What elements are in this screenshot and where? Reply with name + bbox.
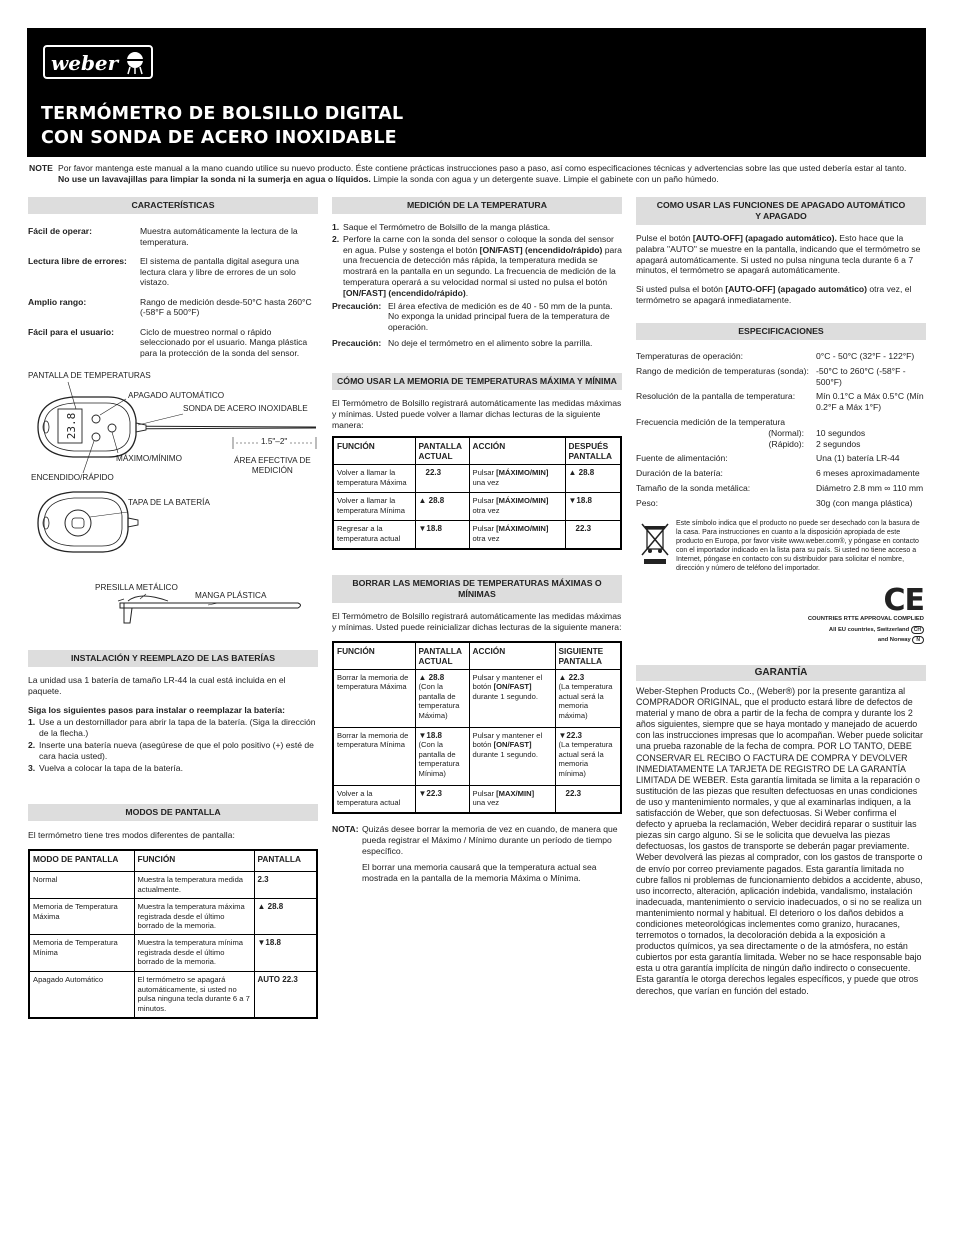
label-auto-off: APAGADO AUTOMÁTICO — [128, 391, 225, 400]
label-sleeve: MANGA PLÁSTICA — [195, 591, 267, 600]
spec-row: (Rápido): 2 segundos — [768, 438, 861, 449]
table-row: Normal Muestra la temperatura medida actualmente. 2.3 — [29, 872, 317, 899]
section-heading: CÓMO USAR LA MEMORIA DE TEMPERATURAS MÁXIMA Y MÍNIMA — [332, 373, 622, 390]
page-title: TERMÓMETRO DE BOLSILLO DIGITAL CON SONDA DE ACERO INOXIDABLE — [41, 104, 404, 148]
spec-row: Temperaturas de operación: 0°C - 50°C (32°F - 122°F) — [636, 351, 915, 361]
intro-note: NOTE Por favor mantenga este manual a la mano cuando utilice su nuevo producto. Éste contiene prácticas instrucciones paso a paso, así como especificaciones técnicas y advertencias sobre las que usted debería estar al tanto. No use un lavavajillas para limpiar la sonda ni la sumerja en agua o líquidos. Limpie la sonda con agua y un detergente suave. Limpie el gabinete con un paño húmedo. — [29, 163, 907, 184]
spec-row: Rango de medición de temperaturas (sonda): -50°C to 260°C (-58°F - 500°F) — [636, 365, 906, 387]
clear-memory-section: BORRAR LAS MEMORIAS DE TEMPERATURAS MÁXIMAS O MÍNIMAS El Termómetro de Bolsillo registrará automáticamente las medidas máximas y mínimas. Usted puede reinicializar dichas lecturas de la siguiente manera: FUNCIÓN PANTALLA ACTUAL ACCIÓN SIGUIENTE PANTALLA Borrar la memoria de temperatura Máxima ▲ 28.8 (Con la pantalla de temperatura Máxima) Pulsar y mantener el botón [ON/FAST] durante 1 segundo. ▲ 22.3 (La temperatura actual será la memoria máxima) Borrar la memoria de temperatura Mínima ▼18.8 (Con la pantalla de temperatura Mínima) Pulsar y mantener el botón [ON/FAST] durante 1 segundo. ▼22.3 (La temperatura actual será la memoria mínima) Volver a la temperatura actual ▼22.3 Pulsar [MAX/MIN] una vez 22.3 NOTA: Quizás desee borrar la memoria de vez en cuando, de manera que pueda registrar el Máximo / Mínimo durante un período de tiempo específico. El borrar una memoria causará que la temperatura actual sea mostrada en la pantalla de la memoria Máxima o Mínima. — [332, 575, 622, 884]
label-maxmin: MÁXIMO/MÍNIMO — [116, 454, 182, 463]
feature-row: Fácil para el usuario: Ciclo de muestreo normal o rápido seleccionado por el usuario. Manga plástica para la protección de la sonda del sensor. — [28, 326, 308, 358]
header-banner — [27, 28, 926, 157]
measure-section: MEDICIÓN DE LA TEMPERATURA 1. Saque el Termómetro de Bolsillo de la manga plástica. 2. Perfore la carne con la sonda del sensor o coloque la sonda del sensor en agua. Pulse y sostenga el botón [ON/FAST] (encendido/rápido) para una frecuencia de detección más rápida, la temperatura medida se mostrará en la pantalla en un segundo. La frecuencia de medición de la temperatura operará a su velocidad normal si usted no pulsa el botón [ON/FAST] (encendido/rápido). Precaución: El área efectiva de medición es de 40 - 50 mm de la punta. No exponga la unidad principal fuera de la temperatura de operación. Precaución: No deje el termómetro en el alimento sobre la parrilla. — [332, 197, 622, 349]
spec-row: Peso: 30g (con manga plástica) — [636, 497, 913, 508]
specs-list — [636, 351, 926, 509]
spec-row: Fuente de alimentación: Una (1) batería LR-44 — [636, 453, 900, 464]
section-heading: GARANTÍA — [636, 665, 926, 681]
table-row: Volver a llamar la temperatura Mínima ▲ 28.8 Pulsar [MÁXIMO/MIN] otra vez ▼18.8 — [333, 493, 621, 521]
table-row: Borrar la memoria de temperatura Máxima ▲ 28.8 (Con la pantalla de temperatura Máxima) Pulsar y mantener el botón [ON/FAST] durante 1 segundo. ▲ 22.3 (La temperatura actual será la memoria máxima) — [333, 669, 621, 727]
label-range: 1.5"–2" — [261, 437, 288, 446]
label-display: PANTALLA DE TEMPERATURAS — [28, 371, 151, 380]
table-header: MODO DE PANTALLA FUNCIÓN PANTALLA — [29, 850, 317, 872]
ch-badge: CH — [911, 626, 924, 634]
spec-row: Resolución de la pantalla de temperatura: Mín 0.1°C a Máx 0.5°C (Mín 0.2°F a Máx 1°F) — [636, 391, 924, 413]
section-heading: MODOS DE PANTALLA — [28, 804, 318, 821]
spec-row: Duración de la batería: 6 meses aproximadamente — [636, 468, 920, 479]
label-on-fast: ENCENDIDO/RÁPIDO — [31, 473, 114, 482]
display-modes-section: MODOS DE PANTALLA El termómetro tiene tres modos diferentes de pantalla: MODO DE PANTALLA FUNCIÓN PANTALLA Normal Muestra la temperatura medida actualmente. 2.3 Memoria de Temperatura Máxima Muestra la temperatura máxima registrada desde el último borrado de la memoria. ▲ 28.8 Memoria de Temperatura Mínima Muestra la temperatura mínima registrada desde el último borrado de la memoria. ▼18.8 Apagado Automático El termómetro se apagará automáticamente, si usted no pulsa ninguna tecla durante 6 a 7 minutos. AUTO 22.3 — [28, 804, 318, 1019]
spec-row: (Normal): 10 segundos — [768, 427, 866, 438]
section-heading: MEDICIÓN DE LA TEMPERATURA — [332, 197, 622, 214]
weber-logo — [43, 45, 153, 79]
table-row: Borrar la memoria de temperatura Mínima ▼18.8 (Con la pantalla de temperatura Mínima) Pulsar y mantener el botón [ON/FAST] durante 1 segundo. ▼22.3 (La temperatura actual será la memoria mínima) — [333, 727, 621, 785]
ce-mark: CE — [883, 583, 924, 618]
weee-notice: Este símbolo indica que el producto no puede ser desechado con la basura de la casa. Para instrucciones en cuanto a la disposición apropiada de este producto en Europa, por favor visite www.weber.com®, y póngase en contacto con el importador indicado en la lista para su país. Si usted no tiene acceso a Internet, póngase en contacto con su distribuidor para solicitar el nombre, dirección y número de teléfono del importador. — [636, 519, 926, 573]
label-clip: PRESILLA METÁLICO — [95, 583, 178, 592]
clear-table — [332, 641, 622, 815]
memory-section: CÓMO USAR LA MEMORIA DE TEMPERATURAS MÁXIMA Y MÍNIMA El Termómetro de Bolsillo registrará automáticamente las medidas máximas y mínimas. Usted puede volver a llamar dichas lecturas de la siguiente manera: FUNCIÓN PANTALLA ACTUAL ACCIÓN DESPUÉS PANTALLA Volver a llamar la temperatura Máxima 22.3 Pulsar [MÁXIMO/MIN] una vez ▲ 28.8 Volver a llamar la temperatura Mínima ▲ 28.8 Pulsar [MÁXIMO/MIN] otra vez ▼18.8 Regresar a la temperatura actual ▼18.8 Pulsar [MÁXIMO/MIN] otra vez 22.3 — [332, 373, 622, 550]
section-heading: INSTALACIÓN Y REEMPLAZO DE LAS BATERÍAS — [28, 650, 318, 667]
label-battery-cover: TAPA DE LA BATERÍA — [128, 498, 210, 507]
nota: NOTA: Quizás desee borrar la memoria de vez en cuando, de manera que pueda registrar el Máximo / Mínimo durante un período de tiempo específico. El borrar una memoria causará que la temperatura actual sea mostrada en la pantalla de la memoria Máxima o Mínima. — [332, 824, 618, 884]
table-row: Memoria de Temperatura Máxima Muestra la temperatura máxima registrada desde el último borrado de la memoria. ▲ 28.8 — [29, 899, 317, 935]
table-row: Volver a la temperatura actual ▼22.3 Pulsar [MAX/MIN] una vez 22.3 — [333, 785, 621, 813]
section-heading: COMO USAR LAS FUNCIONES DE APAGADO AUTOMÁTICO Y APAGADO — [636, 197, 926, 225]
feature-row: Lectura libre de errores: El sistema de pantalla digital asegura una lectura clara y libre de errores de un solo vistazo. — [28, 256, 300, 287]
battery-steps: 1. Use a un destornillador para abrir la tapa de la batería. (Siga la dirección de la flecha.) 2. Inserte una batería nueva (asegúrese de que el polo positivo (+) esté de cara hacia usted). 3. Vuelva a colocar la tapa de la batería. — [28, 717, 316, 773]
label-effective-area: ÁREA EFECTIVA DE MEDICIÓN — [234, 456, 311, 475]
warranty-section: GARANTÍA Weber-Stephen Products Co., (Weber®) por la presente garantiza al COMPRADOR ORIGINAL, que el producto estará libre de defectos de material y mano de obra a partir de la fecha de compra y durante los 2 años siguientes, siempre que se haya montado y manejado de acuerdo con las instrucciones impresas que lo acompañan. Weber puede solicitar una prueba razonable de la fecha de compra. POR LO TANTO, DEBE CONSERVAR EL RECIBO O FACTURA DE COMPRA Y DEVOLVER INMEDIATAMENTE LA TARJETA DE REGISTRO DE LA GARANTÍA LIMITADA DE WEBER. Esta garantía limitada se limita a la reparación o sustitución de las piezas que resulten defectuosas en unas condiciones de uso y mantenimiento normales, y que al examinarlas indiquen, a la satisfacción de Weber, que son defectuosas. Si Weber confirma el defecto y aprueba la reclamación, Weber decidirá reparar o sustituir las piezas sin cargo alguno. Si se le solicita que devuelva las piezas defectuosas, los gastos de transporte se deberán pagar previamente. Weber devolverá las piezas al comprador, con los gastos de transporte o de envío por correo previamente pagados. Esta garantía limitada no cubre fallos ni problemas de funcionamiento debidos a accidente, abuso, uso incorrecto, alteración, aplicación indebida, vandalismo, instalación inadecuada, mantenimiento o servicio inadecuados, o si no se realiza un mantenimiento normal y habitual. El deterioro o los daños debidos a condiciones meteorológicas inclementes como granizo, huracanes, terremotos o tornados, la decoloración debida a la exposición a productos químicos, ya sea directamente o de la atmósfera, no están cubiertos por esta garantía limitada. Weber no se hace responsable bajo esta u otra garantía implícita de ningún daño indirecto o consecuente. Esta garantía le otorga derechos legales específicos, y puede que otros derechos, que varían en función del estado. — [636, 665, 926, 997]
n-badge: N — [912, 636, 924, 644]
table-row: Apagado Automático El termómetro se apagará automáticamente, si usted no pulsa ninguna tecla durante 6 a 7 minutos. AUTO 22.3 — [29, 972, 317, 1018]
section-heading: ESPECIFICACIONES — [636, 323, 926, 340]
table-row: Regresar a la temperatura actual ▼18.8 Pulsar [MÁXIMO/MIN] otra vez 22.3 — [333, 521, 621, 549]
section-heading: CARACTERÍSTICAS — [28, 197, 318, 214]
spec-row: Tamaño de la sonda metálica: Diámetro 2.8 mm ∞ 110 mm — [636, 482, 924, 493]
thermometer-diagram — [28, 365, 318, 635]
memory-table — [332, 436, 622, 550]
ce-approval: CE COUNTRIES RTTE APPROVAL COMPLIED All EU countries, Switzerland CH and Norway N — [807, 583, 924, 643]
section-heading: BORRAR LAS MEMORIAS DE TEMPERATURAS MÁXIMAS O MÍNIMAS — [332, 575, 622, 603]
feature-row: Fácil de operar: Muestra automáticamente la lectura de la temperatura. — [28, 226, 298, 247]
lcd-reading: 23.8 — [65, 412, 78, 440]
features-section — [28, 197, 318, 358]
auto-off-section: COMO USAR LAS FUNCIONES DE APAGADO AUTOMÁTICO Y APAGADO Pulse el botón [AUTO-OFF] (apagado automático). Esto hace que la palabra "AUTO" se muestre en la pantalla, indicando que el termómetro se apagará automáticamente. Si usted no pulsa ninguna tecla durante 6 a 7 minutos, el termómetro se apagará automáticamente. Si usted pulsa el botón [AUTO-OFF] (apagado automático) otra vez, el termómetro se apagará inmediatamente. — [636, 197, 926, 306]
spec-row: Frecuencia medición de la temperatura — [636, 416, 786, 427]
feature-row: Amplio rango: Rango de medición desde-50°C hasta 260°C (-58°F a 500°F) — [28, 296, 312, 317]
table-header: FUNCIÓN PANTALLA ACTUAL ACCIÓN SIGUIENTE PANTALLA — [333, 642, 621, 670]
table-row: Volver a llamar la temperatura Máxima 22.3 Pulsar [MÁXIMO/MIN] una vez ▲ 28.8 — [333, 465, 621, 493]
table-row: Memoria de Temperatura Mínima Muestra la temperatura mínima registrada desde el último borrado de la memoria. ▼18.8 — [29, 935, 317, 972]
modes-table — [28, 849, 318, 1019]
specs-section — [636, 323, 926, 513]
table-header: FUNCIÓN PANTALLA ACTUAL ACCIÓN DESPUÉS PANTALLA — [333, 437, 621, 465]
battery-section: INSTALACIÓN Y REEMPLAZO DE LAS BATERÍAS La unidad usa 1 batería de tamaño LR-44 la cual está incluida en el paquete. Siga los siguientes pasos para instalar o reemplazar la batería: 1. Use a un destornillador para abrir la tapa de la batería. (Siga la dirección de la flecha.) 2. Inserte una batería nueva (asegúrese de que el polo positivo (+) esté de cara hacia usted). 3. Vuelva a colocar la tapa de la batería. — [28, 650, 318, 774]
weee-bin-icon — [640, 523, 670, 565]
logo-wordmark: weber — [51, 51, 119, 75]
label-probe: SONDA DE ACERO INOXIDABLE — [183, 404, 308, 413]
